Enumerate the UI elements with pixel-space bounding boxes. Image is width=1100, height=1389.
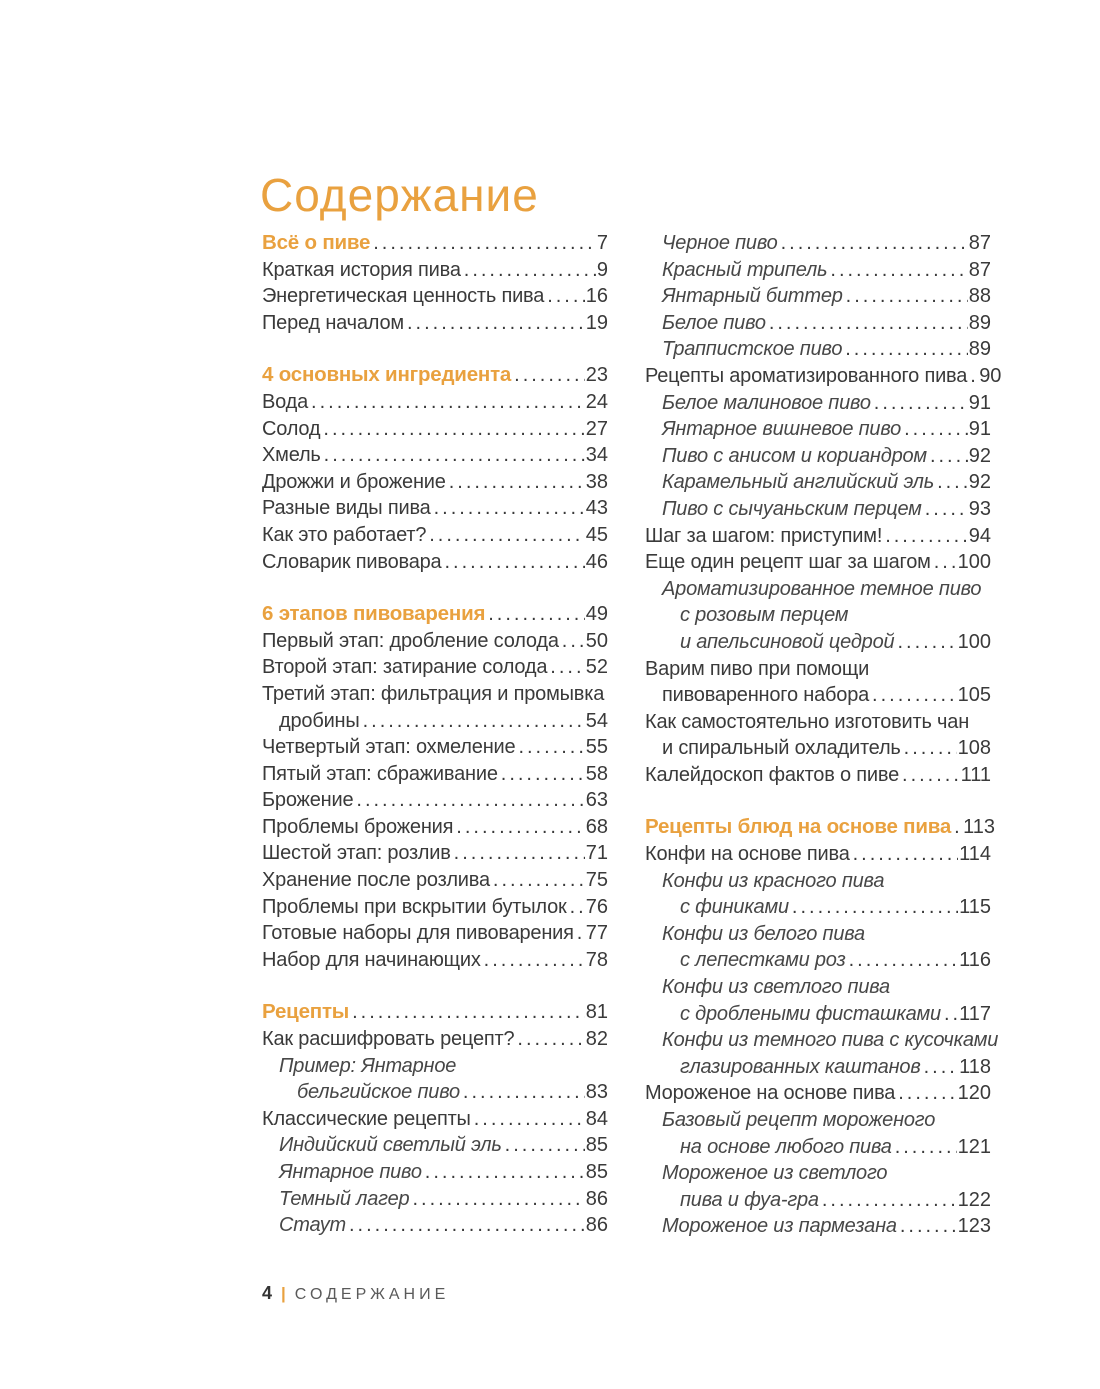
toc-entry xyxy=(262,840,608,867)
toc-group xyxy=(262,999,608,1238)
dot-leader xyxy=(954,814,962,841)
toc-entry-page: 122 xyxy=(957,1188,991,1211)
toc-entry-page: 113 xyxy=(963,816,995,839)
toc-entry-page: 52 xyxy=(585,656,608,679)
dot-leader xyxy=(846,283,968,310)
toc-entry-page: 19 xyxy=(585,311,608,334)
toc-entry xyxy=(262,283,608,310)
toc-entry xyxy=(262,389,608,416)
dot-leader xyxy=(324,442,585,469)
toc-entry xyxy=(645,947,991,974)
dot-leader xyxy=(872,682,957,709)
toc-entry xyxy=(645,443,991,470)
toc-entry-label: и спиральный охладитель xyxy=(662,737,901,760)
toc-entry xyxy=(645,1160,991,1187)
dot-leader xyxy=(501,761,585,788)
toc-entry-page: 7 xyxy=(596,232,608,254)
dot-leader xyxy=(577,920,585,947)
toc-entry-label: Набор для начинающих xyxy=(262,948,481,971)
toc-entry-label: Разные виды пива xyxy=(262,497,431,520)
toc-entry xyxy=(645,921,991,948)
dot-leader xyxy=(514,362,585,389)
toc-entry-page: 27 xyxy=(585,417,608,440)
dot-leader xyxy=(517,1026,584,1053)
toc-entry xyxy=(645,974,991,1001)
page-title: Содержание xyxy=(260,168,539,221)
dot-leader xyxy=(434,495,585,522)
toc-entry-page: 86 xyxy=(585,1214,608,1237)
toc-entry-label: Мороженое из светлого xyxy=(662,1162,888,1185)
toc-entry-page: 34 xyxy=(585,444,608,467)
dot-leader xyxy=(425,1159,585,1186)
toc-entry-label: Янтарное вишневое пиво xyxy=(662,418,902,441)
page-footer xyxy=(262,1283,449,1304)
toc-entry-page: 54 xyxy=(585,709,608,732)
toc-group xyxy=(645,814,999,1240)
dot-leader xyxy=(897,629,956,656)
dot-leader xyxy=(898,1080,956,1107)
toc-entry xyxy=(645,735,991,762)
toc-entry xyxy=(645,762,991,789)
toc-entry-label: Вода xyxy=(262,390,309,413)
toc-entry-label: Четвертый этап: охмеление xyxy=(262,736,516,759)
toc-entry-label: Янтарное пиво xyxy=(279,1161,422,1183)
toc-entry-page: 45 xyxy=(585,523,608,546)
dot-leader xyxy=(792,894,958,921)
dot-leader xyxy=(454,840,585,867)
toc-entry-label: Траппистское пиво xyxy=(662,338,843,361)
toc-entry-label: Рецепты блюд на основе пива xyxy=(645,815,952,839)
toc-entry xyxy=(645,841,991,868)
toc-entry xyxy=(645,549,991,576)
dot-leader xyxy=(518,734,584,761)
toc-entry-page: 38 xyxy=(585,470,608,493)
toc-entry-page: 92 xyxy=(968,444,991,467)
toc-entry xyxy=(262,867,608,894)
dot-leader xyxy=(323,416,584,443)
toc-entry xyxy=(645,496,991,523)
toc-entry-page: 118 xyxy=(959,1055,991,1078)
toc-entry xyxy=(262,522,608,549)
dot-leader xyxy=(781,230,968,257)
toc-entry xyxy=(262,894,608,921)
toc-entry xyxy=(645,1001,991,1028)
toc-entry-label: Хранение после розлива xyxy=(262,869,490,892)
toc-entry-label: Перед началом xyxy=(262,311,404,334)
toc-entry xyxy=(262,1132,608,1159)
toc-entry-label: с финиками xyxy=(680,896,789,919)
toc-entry xyxy=(645,310,991,337)
toc-entry-label: Проблемы брожения xyxy=(262,815,454,838)
dot-leader xyxy=(822,1187,957,1214)
dot-leader xyxy=(550,654,584,681)
toc-entry-page: 81 xyxy=(585,1001,608,1024)
toc-entry xyxy=(262,628,608,655)
dot-leader xyxy=(904,416,968,443)
toc-entry xyxy=(645,602,991,629)
toc-entry-page: 83 xyxy=(585,1081,608,1104)
toc-entry-page: 49 xyxy=(585,603,608,626)
toc-entry-page: 78 xyxy=(585,948,608,971)
toc-entry-page: 115 xyxy=(959,896,991,919)
toc-entry xyxy=(262,920,608,947)
toc-entry-page: 71 xyxy=(585,842,608,865)
dot-leader xyxy=(570,894,585,921)
dot-leader xyxy=(349,1212,585,1239)
toc-entry-page: 94 xyxy=(968,524,991,547)
toc-entry xyxy=(645,1134,991,1161)
toc-entry xyxy=(262,549,608,576)
toc-entry xyxy=(645,363,1002,390)
toc-entry-label: Черное пиво xyxy=(662,232,778,254)
dot-leader xyxy=(562,628,585,655)
toc-entry xyxy=(262,814,608,841)
dot-leader xyxy=(769,310,968,337)
toc-entry-label: Рецепты ароматизированного пива xyxy=(645,364,968,387)
toc-entry-label: Классические рецепты xyxy=(262,1107,471,1130)
dot-leader xyxy=(356,787,584,814)
toc-entry-label: с лепестками роз xyxy=(680,949,846,972)
toc-entry xyxy=(262,787,608,814)
toc-entry-page: 100 xyxy=(957,630,991,653)
toc-entry-label: Конфи из красного пива xyxy=(662,869,885,892)
toc-entry-label: Мороженое из пармезана xyxy=(662,1215,897,1238)
toc-entry xyxy=(645,1107,991,1134)
toc-entry xyxy=(262,469,608,496)
toc-entry-page: 77 xyxy=(585,922,609,945)
toc-entry-page: 50 xyxy=(585,629,608,652)
toc-entry-page: 89 xyxy=(968,338,991,361)
toc-entry-page: 123 xyxy=(957,1215,991,1238)
toc-entry-label: Брожение xyxy=(262,789,354,812)
dot-leader xyxy=(429,522,585,549)
dot-leader xyxy=(474,1106,585,1133)
toc-entry-label: Белое малиновое пиво xyxy=(662,391,871,414)
toc-entry-label: Как это работает? xyxy=(262,523,427,546)
dot-leader xyxy=(895,1134,957,1161)
toc-section-heading xyxy=(262,362,608,389)
dot-leader xyxy=(493,867,585,894)
toc-entry-label: на основе любого пива xyxy=(680,1135,892,1158)
dot-leader xyxy=(830,257,967,284)
dot-leader xyxy=(311,389,585,416)
toc-entry-page: 46 xyxy=(585,550,608,573)
toc-entry-label: пивоваренного набора xyxy=(662,684,870,707)
toc-entry-page: 55 xyxy=(585,736,608,759)
toc-entry xyxy=(645,576,991,603)
toc-entry xyxy=(262,708,608,735)
dot-leader xyxy=(924,1054,959,1081)
toc-entry xyxy=(645,1213,991,1240)
toc-entry-label: 4 основных ингредиента xyxy=(262,363,512,387)
toc-entry-page: 85 xyxy=(585,1161,608,1183)
toc-entry-page: 85 xyxy=(585,1134,608,1157)
toc-entry-page: 68 xyxy=(585,815,608,838)
toc-entry-label: Всё о пиве xyxy=(262,231,371,254)
toc-entry-label: Второй этап: затирание солода xyxy=(262,656,548,679)
toc-entry-label: Калейдоскоп фактов о пиве xyxy=(645,763,900,786)
dot-leader xyxy=(937,469,968,496)
toc-entry-label: Солод xyxy=(262,417,321,440)
toc-entry-page: 76 xyxy=(585,895,608,918)
toc-entry-label: Индийский светлый эль xyxy=(279,1134,502,1157)
toc-entry xyxy=(645,629,991,656)
dot-leader xyxy=(970,363,978,390)
toc-entry-label: Базовый рецепт мороженого xyxy=(662,1109,936,1131)
toc-entry-label: Белое пиво xyxy=(662,311,766,334)
toc-entry xyxy=(262,1186,608,1213)
toc-entry-page: 24 xyxy=(585,390,608,413)
toc-entry-label: Краткая история пива xyxy=(262,258,461,281)
dot-leader xyxy=(930,443,968,470)
dot-leader xyxy=(488,601,585,628)
toc-entry-page: 117 xyxy=(959,1002,991,1025)
toc-entry-label: Шестой этап: розлив xyxy=(262,842,451,865)
toc-entry-label: Конфи из светлого пива xyxy=(662,976,890,999)
toc-column-left xyxy=(262,230,608,1240)
dot-leader xyxy=(925,496,968,523)
toc-entry-label: Как расшифровать рецепт? xyxy=(262,1028,515,1051)
toc-entry-label: дробины xyxy=(279,709,360,732)
toc-entry-page: 100 xyxy=(957,551,991,574)
footer-separator: | xyxy=(281,1284,286,1303)
dot-leader xyxy=(944,1001,958,1028)
toc-entry xyxy=(262,442,608,469)
footer-section-label: СОДЕРЖАНИЕ xyxy=(294,1286,450,1303)
toc-entry xyxy=(262,1026,608,1053)
dot-leader xyxy=(853,841,958,868)
toc-entry-page: 89 xyxy=(968,311,991,334)
toc-entry xyxy=(262,1079,608,1106)
toc-entry-label: Мороженое на основе пива xyxy=(645,1082,896,1105)
toc-entry xyxy=(645,656,991,683)
dot-leader xyxy=(373,230,596,257)
toc-section-heading xyxy=(262,601,608,628)
dot-leader xyxy=(849,947,959,974)
toc-entry-label: Янтарный биттер xyxy=(662,285,843,308)
toc-entry-label: Варим пиво при помощи xyxy=(645,657,870,680)
toc-entry xyxy=(262,681,608,708)
toc-entry-label: Карамельный английский эль xyxy=(662,471,935,494)
toc-entry xyxy=(262,761,608,788)
toc-entry-page: 58 xyxy=(585,762,608,785)
dot-leader xyxy=(902,762,960,789)
dot-leader xyxy=(547,283,585,310)
toc-entry-page: 84 xyxy=(585,1107,608,1130)
toc-entry-label: Еще один рецепт шаг за шагом xyxy=(645,551,931,574)
toc-entry xyxy=(645,1187,991,1214)
toc-entry-label: 6 этапов пивоварения xyxy=(262,602,486,626)
toc-section-heading xyxy=(262,230,608,257)
toc-entry-label: Пиво с сычуаньским перцем xyxy=(662,497,922,520)
dot-leader xyxy=(463,1079,585,1106)
toc-entry-label: Конфи из белого пива xyxy=(662,922,865,945)
toc-entry-label: глазированных каштанов xyxy=(680,1055,921,1078)
toc-entry-page: 87 xyxy=(968,258,991,281)
toc-entry xyxy=(645,868,991,895)
toc-entry-label: Конфи на основе пива xyxy=(645,843,850,866)
toc-section-heading xyxy=(262,999,608,1026)
toc-entry xyxy=(645,390,991,417)
dot-leader xyxy=(900,1213,957,1240)
dot-leader xyxy=(934,549,957,576)
toc-entry xyxy=(645,709,991,736)
toc-entry-page: 91 xyxy=(968,418,991,441)
toc-entry xyxy=(262,1212,608,1239)
toc-entry-page: 111 xyxy=(960,763,991,786)
toc-entry-label: Стаут xyxy=(279,1214,346,1237)
toc-entry-label: Первый этап: дробление солода xyxy=(262,629,559,652)
dot-leader xyxy=(407,310,585,337)
toc-entry-page: 87 xyxy=(968,232,991,254)
toc-entry-label: Как самостоятельно изготовить чан xyxy=(645,710,970,733)
toc-entry xyxy=(262,947,608,974)
dot-leader xyxy=(444,549,584,576)
toc-entry-label: Хмель xyxy=(262,444,321,467)
toc-entry-page: 86 xyxy=(585,1187,608,1210)
toc-entry-page: 63 xyxy=(585,789,608,812)
toc-entry-label: Рецепты xyxy=(262,1000,350,1024)
toc-entry-label: Третий этап: фильтрация и промывка xyxy=(262,682,605,705)
footer-page-number: 4 xyxy=(262,1283,273,1303)
toc-entry-label: Пример: Янтарное xyxy=(279,1054,457,1077)
toc-entry-page: 114 xyxy=(959,843,991,866)
toc-entry xyxy=(262,654,608,681)
toc-entry-label: Словарик пивовара xyxy=(262,550,442,573)
toc-entry-label: с розовым перцем xyxy=(680,604,849,627)
toc-entry xyxy=(262,495,608,522)
toc-column-right xyxy=(645,230,1002,1240)
toc-entry-page: 91 xyxy=(968,391,991,414)
toc-columns xyxy=(262,230,1002,1240)
dot-leader xyxy=(874,390,968,417)
dot-leader xyxy=(484,947,585,974)
toc-entry-label: Красный трипель xyxy=(662,258,828,281)
toc-entry-label: пива и фуа-гра xyxy=(680,1188,819,1211)
toc-entry-label: Готовые наборы для пивоварения xyxy=(262,922,574,945)
toc-entry xyxy=(645,257,991,284)
toc-entry xyxy=(645,682,991,709)
toc-entry xyxy=(645,283,991,310)
toc-entry xyxy=(645,1080,991,1107)
toc-entry-page: 75 xyxy=(585,869,608,892)
toc-entry xyxy=(645,1027,999,1054)
toc-entry-page: 9 xyxy=(596,258,608,281)
toc-entry xyxy=(645,894,991,921)
toc-entry xyxy=(262,310,608,337)
toc-entry xyxy=(262,1053,608,1080)
toc-entry-label: Темный лагер xyxy=(279,1187,410,1210)
toc-entry-label: Энергетическая ценность пива xyxy=(262,285,545,308)
toc-entry-page: 120 xyxy=(957,1082,991,1105)
toc-entry xyxy=(262,416,608,443)
toc-entry-label: Пятый этап: сбраживание xyxy=(262,762,498,785)
toc-entry-page: 92 xyxy=(968,471,991,494)
toc-entry-page: 23 xyxy=(585,364,608,387)
toc-group xyxy=(645,230,1002,788)
toc-entry xyxy=(645,336,991,363)
dot-leader xyxy=(352,999,585,1026)
toc-entry-page: 82 xyxy=(585,1028,608,1051)
toc-entry-page: 121 xyxy=(957,1135,991,1158)
dot-leader xyxy=(449,469,585,496)
toc-entry-page: 43 xyxy=(585,497,608,520)
dot-leader xyxy=(885,523,968,550)
toc-entry-label: с дроблеными фисташками xyxy=(680,1002,941,1025)
toc-entry-label: Дрожжи и брожение xyxy=(262,470,446,493)
toc-entry-label: Конфи из темного пива с кусочками xyxy=(662,1029,999,1052)
toc-entry xyxy=(645,230,991,257)
toc-entry-page: 93 xyxy=(968,497,991,520)
toc-entry-page: 108 xyxy=(957,737,991,760)
toc-entry-label: Проблемы при вскрытии бутылок xyxy=(262,895,567,918)
toc-entry-page: 105 xyxy=(957,684,991,707)
toc-group xyxy=(262,362,608,575)
toc-entry xyxy=(645,416,991,443)
toc-entry-page: 116 xyxy=(959,949,991,972)
toc-entry xyxy=(262,257,608,284)
dot-leader xyxy=(412,1186,584,1213)
toc-entry-page: 88 xyxy=(968,285,991,308)
toc-section-heading xyxy=(645,814,995,841)
toc-entry xyxy=(262,1106,608,1133)
dot-leader xyxy=(845,336,968,363)
dot-leader xyxy=(456,814,584,841)
toc-entry-label: Ароматизированное темное пиво xyxy=(662,577,982,600)
dot-leader xyxy=(363,708,585,735)
toc-entry-label: Шаг за шагом: приступим! xyxy=(645,524,883,547)
toc-entry-label: Пиво с анисом и кориандром xyxy=(662,444,927,467)
toc-group xyxy=(262,230,608,336)
dot-leader xyxy=(464,257,596,284)
toc-entry-label: и апельсиновой цедрой xyxy=(680,630,895,653)
toc-entry-page: 90 xyxy=(979,364,1002,387)
toc-entry xyxy=(645,1054,991,1081)
toc-entry-page: 16 xyxy=(585,285,608,308)
toc-entry xyxy=(262,1159,608,1186)
dot-leader xyxy=(904,735,957,762)
toc-entry-label: бельгийское пиво xyxy=(297,1081,460,1104)
toc-entry xyxy=(262,734,608,761)
toc-entry xyxy=(645,469,991,496)
toc-group xyxy=(262,601,608,973)
dot-leader xyxy=(505,1132,585,1159)
toc-entry xyxy=(645,523,991,550)
